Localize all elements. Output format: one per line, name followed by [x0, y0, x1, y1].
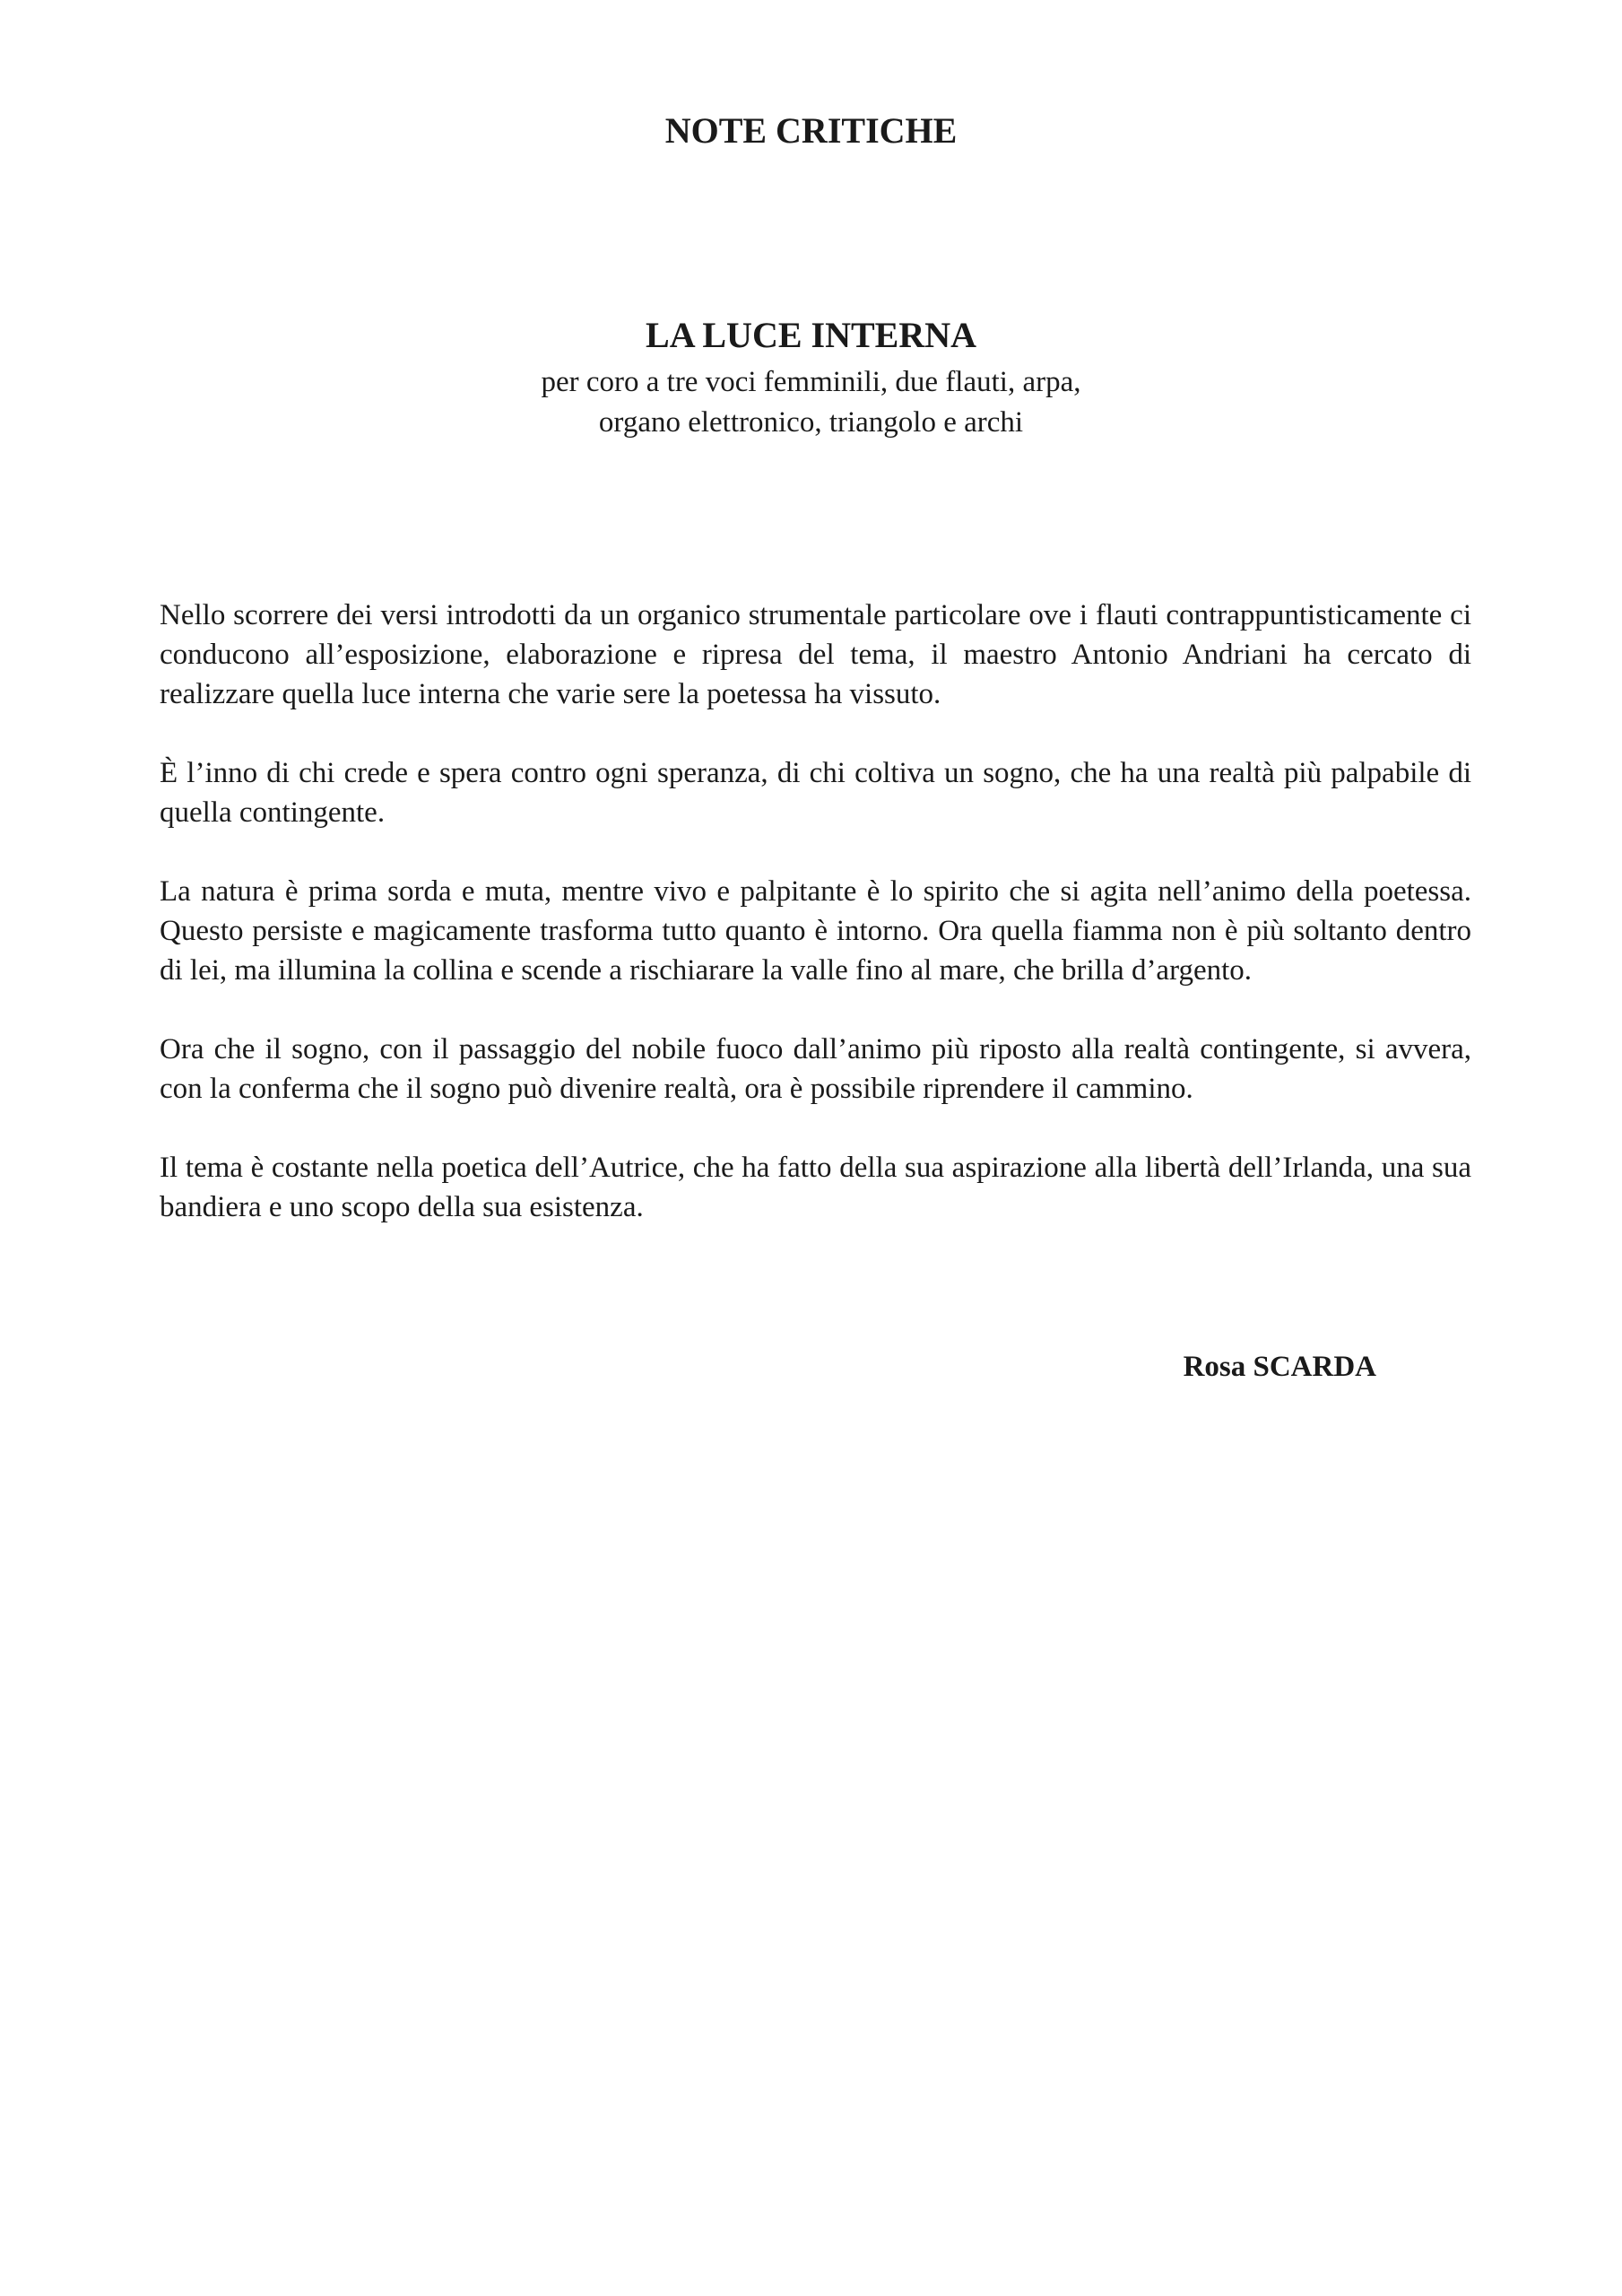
author-signature: Rosa SCARDA [1183, 1351, 1376, 1383]
paragraph-1: Nello scorrere dei versi introdotti da un organico strumentale particolare ove i flauti contrappuntisticamente ci conducono all’esposizione, elaborazione e ripresa del tema, il maestro Antonio Andriani ha cercato di realizzare quella luce interna che varie sere la poetessa ha vissuto. [160, 599, 1471, 710]
paragraph-5: Il tema è costante nella poetica dell’Autrice, che ha fatto della sua aspirazione alla libertà dell’Irlanda, una sua bandiera e uno scopo della sua esistenza. [160, 1152, 1471, 1223]
subtitle-line-1: per coro a tre voci femminili, due flauti, arpa, [541, 366, 1081, 398]
paragraph-2: È l’inno di chi crede e spera contro ogni speranza, di chi coltiva un sogno, che ha una realtà più palpabile di quella contingente. [160, 757, 1471, 829]
page-title: NOTE CRITICHE [664, 110, 958, 151]
body-text [160, 596, 1471, 1266]
work-title: LA LUCE INTERNA [646, 315, 976, 355]
subtitle-line-2: organo elettronico, triangolo e archi [598, 406, 1024, 439]
paragraph-4: Ora che il sogno, con il passaggio del nobile fuoco dall’animo più riposto alla realtà contingente, si avvera, con la conferma che il sogno può divenire realtà, ora è possibile riprendere il cammino. [160, 1033, 1471, 1105]
paragraph-3: La natura è prima sorda e muta, mentre vivo e palpitante è lo spirito che si agita nell’animo della poetessa. Questo persiste e magicamente trasforma tutto quanto è intorno. Ora quella fiamma non è più soltanto dentro di lei, ma illumina la collina e scende a rischiarare la valle fino al mare, che brilla d’argento. [160, 875, 1471, 987]
work-subtitle [0, 362, 1622, 443]
